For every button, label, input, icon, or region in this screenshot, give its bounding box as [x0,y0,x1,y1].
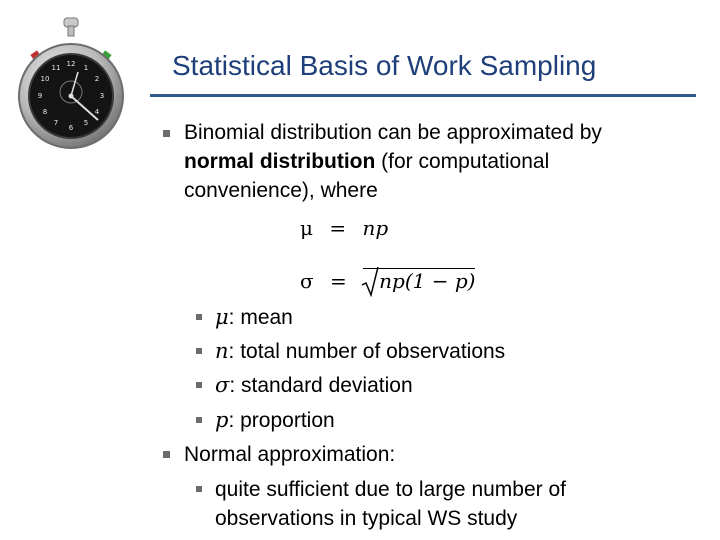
svg-text:7: 7 [53,119,59,127]
sub-bullet-marker [196,314,202,320]
sub-item-text: : proportion [228,409,335,432]
mu-expression: np [362,216,389,240]
std-equation: σ = np(1 − p) [300,269,476,293]
svg-text:10: 10 [40,75,50,83]
svg-text:5: 5 [83,119,89,127]
sub-item-text: : standard deviation [229,374,413,397]
svg-text:6: 6 [68,124,74,132]
bold-term: normal distribution [184,150,376,173]
svg-text:3: 3 [99,92,105,100]
sub-bullet-marker [196,417,202,423]
svg-text:8: 8 [42,108,48,116]
bullet-marker [163,451,170,458]
sub-bullet-marker [196,382,202,388]
sub-item-symbol: n [215,339,229,363]
svg-text:2: 2 [94,75,100,83]
svg-text:12: 12 [66,60,76,68]
svg-text:4: 4 [94,108,100,116]
svg-text:9: 9 [37,92,43,100]
svg-text:11: 11 [51,64,61,72]
sub-item-symbol: μ [215,305,229,329]
stopwatch-icon [18,16,128,176]
sub-item-symbol: σ [215,373,230,397]
sigma-expression: np(1 − p) [379,269,476,293]
sub-item-mean [215,303,293,332]
sub-item-proportion [215,406,335,435]
bullet-2-text: Normal approximation: [184,443,396,466]
slide-title: Statistical Basis of Work Sampling [172,50,597,81]
sub-item-std-dev [215,371,413,400]
sub-bullet-marker [196,486,202,492]
sigma-symbol: σ [300,269,314,293]
mu-symbol: μ [300,216,313,240]
bullet-1-line-3: convenience), where [184,179,378,202]
sub-item-symbol: p [215,408,229,432]
bullet-1-line-2 [184,147,549,176]
title-underline [150,94,696,97]
square-root-sign [363,268,475,293]
sub-item-text: : mean [228,306,293,329]
sub-item-observations [215,337,505,366]
bullet-1-line-1: Binomial distribution can be approximated by [184,121,602,144]
bullet-1-line-2-rest: (for computational [375,150,550,173]
mean-equation: μ = np [300,216,389,240]
svg-text:1: 1 [83,64,89,72]
bullet-marker [163,130,170,137]
bullet-2-sub-line-1: quite sufficient due to large number of [215,478,567,501]
sub-bullet-marker [196,348,202,354]
sub-item-text: : total number of observations [228,340,506,363]
bullet-2-sub-line-2: observations in typical WS study [215,507,518,530]
